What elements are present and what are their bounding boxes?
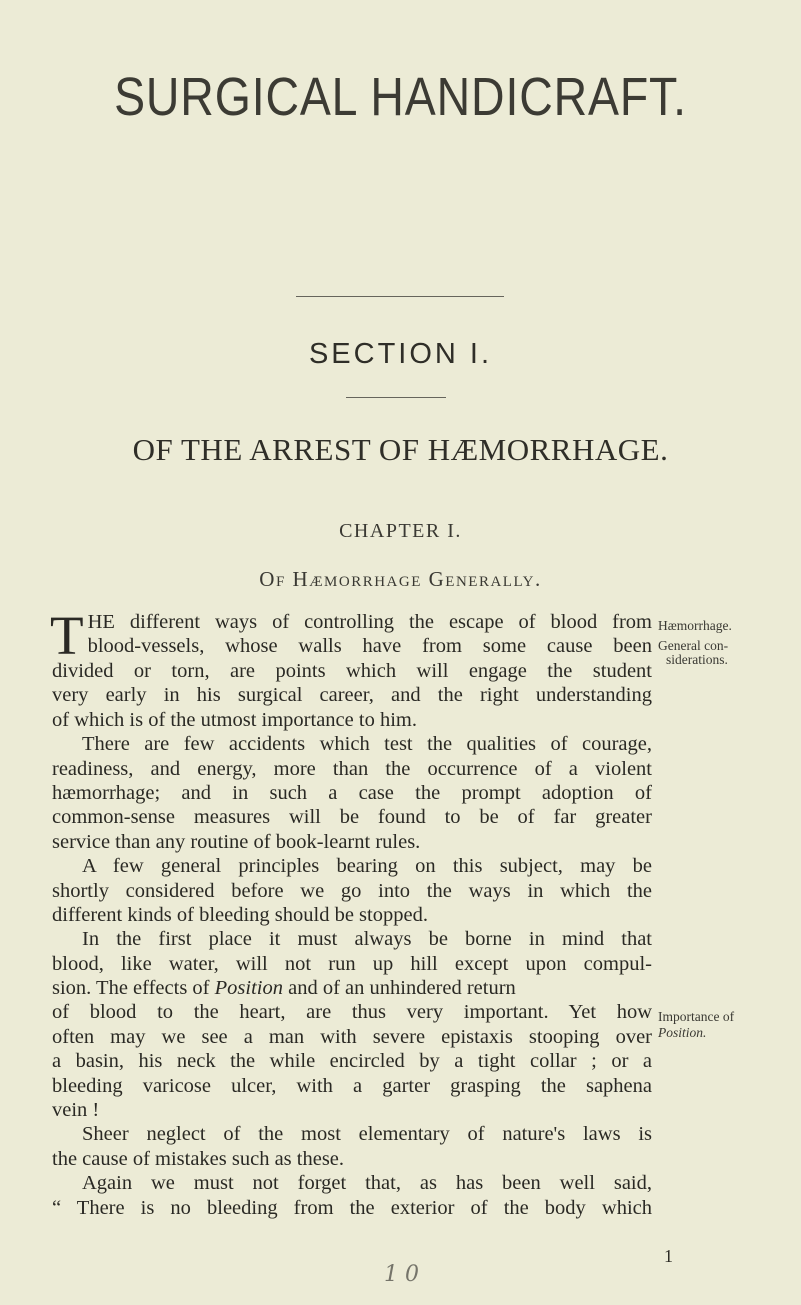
folio-mark: 1 0 xyxy=(384,1262,419,1287)
text-line: service than any routine of book-learnt rules. xyxy=(52,830,421,853)
text-line: a basin, his neck the while encircled by a tight collar ; or a xyxy=(52,1050,652,1073)
sidenote-importance-1: Importance of xyxy=(658,1009,735,1024)
sidenote-general-1: General con- xyxy=(658,638,729,653)
text-fragment: sion. The effects of xyxy=(52,977,215,1000)
paragraph-4 xyxy=(52,927,652,1122)
italic-term: Position xyxy=(214,977,283,1000)
sidenote-haemorrhage: Hæmorrhage. xyxy=(658,618,732,633)
paragraph-5 xyxy=(52,1122,652,1171)
text-line: Again we must not forget that, as has been well said, xyxy=(82,1172,652,1195)
page-number: 1 xyxy=(664,1246,673,1266)
chapter-title: CHAPTER I. xyxy=(339,520,462,542)
paragraph-1 xyxy=(50,605,652,732)
text-line: blood, like water, will not run up hill except upon compul- xyxy=(52,952,652,975)
paragraph-3 xyxy=(52,854,652,927)
chapter-subtitle: Of Hæmorrhage Generally. xyxy=(259,567,542,591)
text-line: readiness, and energy, more than the occurrence of a violent xyxy=(52,757,652,780)
text-line: the cause of mistakes such as these. xyxy=(52,1147,345,1170)
text-line: bleeding varicose ulcer, with a garter grasping the saphena xyxy=(52,1074,652,1097)
text-line: very early in his surgical career, and the right understanding xyxy=(52,684,652,707)
text-line: often may we see a man with severe epistaxis stooping over xyxy=(52,1025,652,1048)
sidenote-importance-2: Position. xyxy=(658,1025,707,1040)
body-text xyxy=(50,605,652,1220)
text-line: vein ! xyxy=(52,1099,100,1122)
text-line: common-sense measures will be found to be of far greater xyxy=(52,806,652,829)
text-line xyxy=(52,976,652,1000)
text-line: In the first place it must always be borne in mind that xyxy=(82,928,652,951)
text-line: HE different ways of controlling the escape of blood from xyxy=(87,611,652,633)
title-rule xyxy=(296,296,504,297)
text-line: A few general principles bearing on this subject, may be xyxy=(82,855,652,878)
text-line: divided or torn, are points which will engage the student xyxy=(52,660,652,682)
part-title: OF THE ARREST OF HÆMORRHAGE. xyxy=(132,432,669,467)
text-line: blood-vessels, whose walls have from some cause been xyxy=(87,635,652,658)
section-rule xyxy=(346,397,446,398)
running-title: SURGICAL HANDICRAFT. xyxy=(114,67,687,127)
sidenote-general-2: siderations. xyxy=(666,652,728,667)
drop-cap: T xyxy=(50,605,84,666)
text-line: of which is of the utmost importance to him. xyxy=(52,708,417,731)
text-line: of blood to the heart, are thus very important. Yet how xyxy=(52,1001,652,1024)
text-fragment: and of an unhindered return xyxy=(282,977,516,1000)
section-title: SECTION I. xyxy=(308,338,493,370)
text-line: “ There is no bleeding from the exterior of the body which xyxy=(52,1196,652,1219)
text-line: different kinds of bleeding should be stopped. xyxy=(52,903,428,926)
text-line: hæmorrhage; and in such a case the prompt adoption of xyxy=(52,781,652,804)
paragraph-6 xyxy=(52,1171,652,1220)
paragraph-2 xyxy=(52,732,652,854)
text-line: There are few accidents which test the qualities of courage, xyxy=(82,733,652,756)
text-line: Sheer neglect of the most elementary of nature's laws is xyxy=(82,1123,652,1146)
text-line: shortly considered before we go into the ways in which the xyxy=(52,879,652,902)
